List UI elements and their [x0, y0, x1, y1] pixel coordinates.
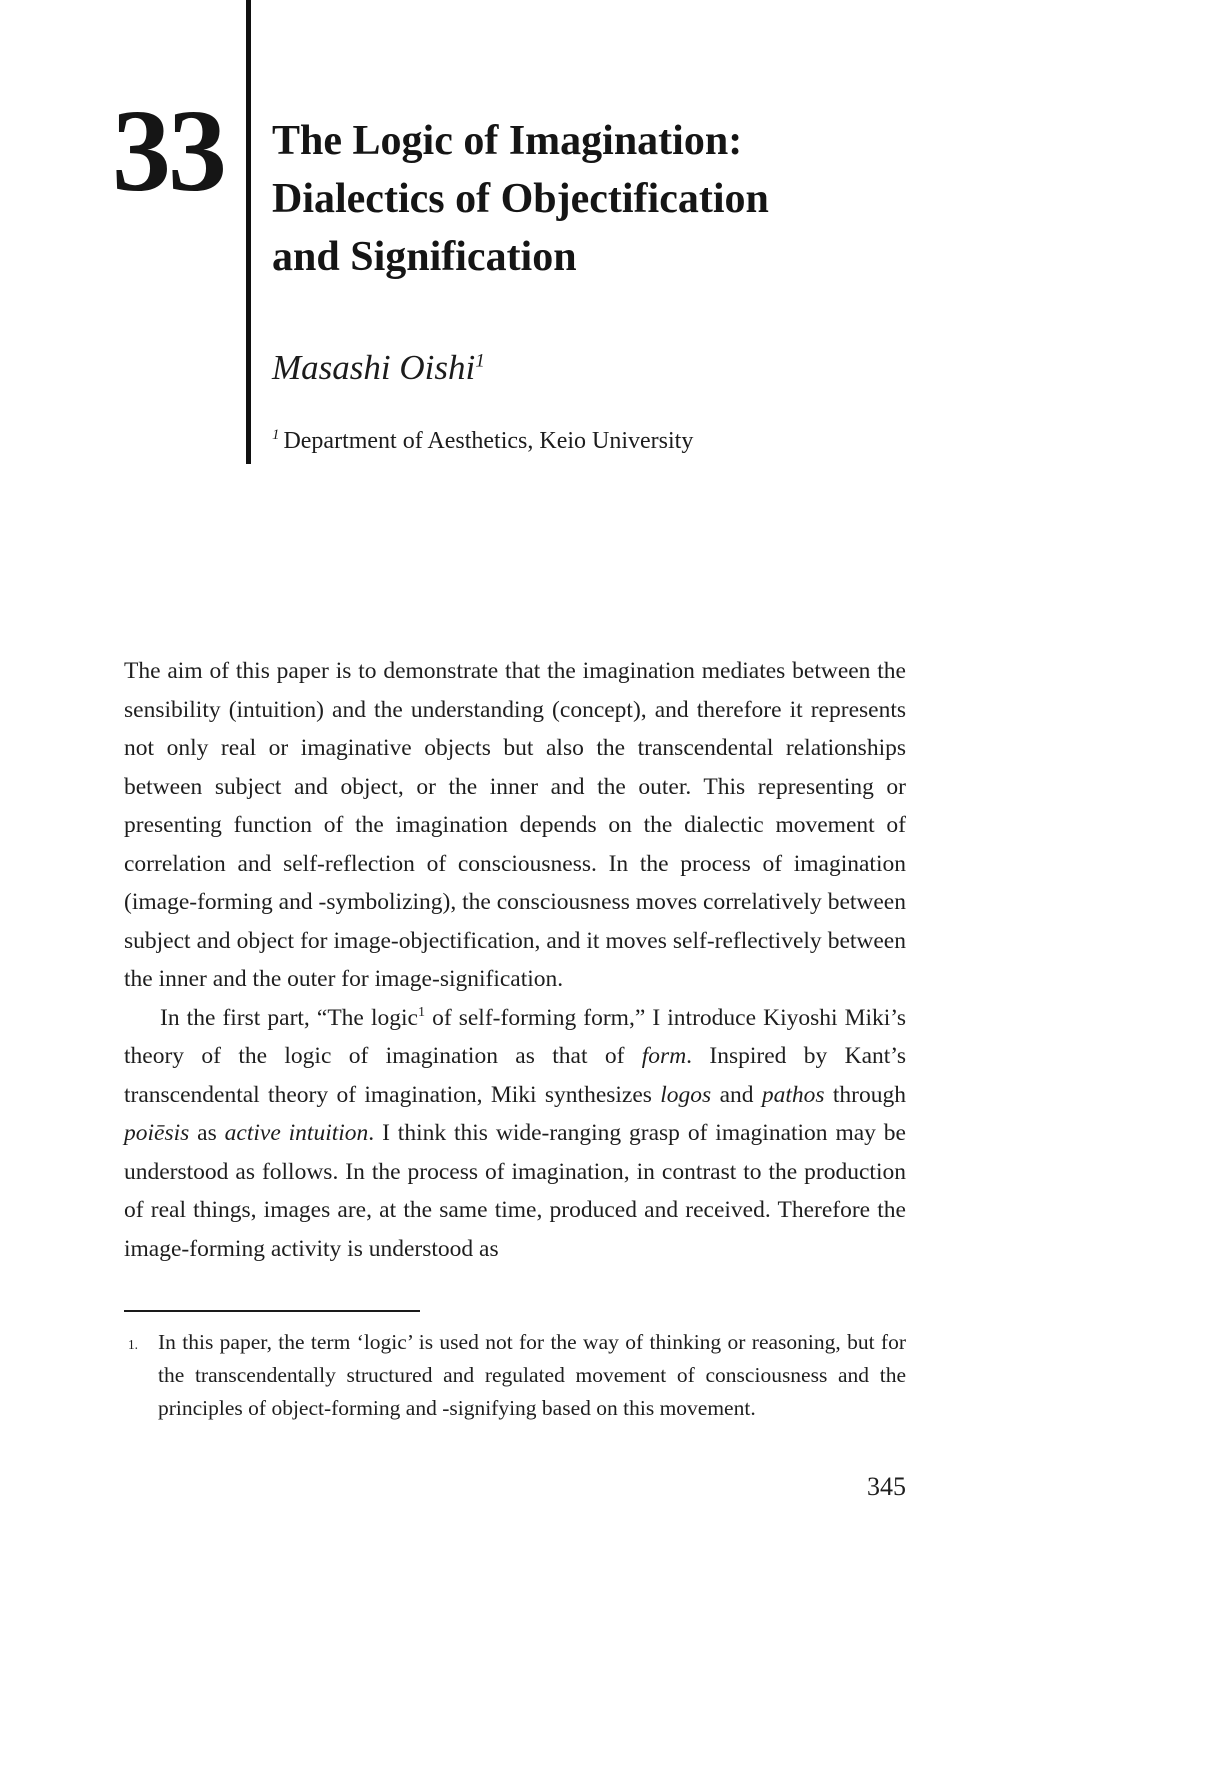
- paragraph-2: In the first part, “The logic$^1$ of self-forming form,” I introduce Kiyoshi Miki’s theory of the logic of imagination as that of form. Inspired by Kant’s transcendental theory of imagination, Miki synthesizes logos and pathos through poiēsis as active intuition. I think this wide-ranging grasp of imagination may be understood as follows. In the process of imagination, in contrast to the production of real things, images are, at the same time, produced and received. Therefore the image-forming activity is understood as: [124, 1003, 906, 1262]
- affiliation: [272, 428, 693, 455]
- page-number: 345: [867, 1472, 906, 1501]
- affiliation-marker: 1: [272, 427, 280, 443]
- body-text: [124, 652, 906, 1268]
- footnote-text: In this paper, the term ‘logic’ is used not for the way of thinking or reasoning, but for the transcendentally structured and regulated movement of consciousness and the principles of object-forming and -signifying based on this movement.: [158, 1330, 906, 1420]
- author-name-text: Masashi Oishi: [272, 348, 476, 387]
- author-footnote-marker: 1: [475, 350, 485, 372]
- chapter-title-line-3: and Signification: [272, 234, 577, 280]
- footnote-marker: 1.: [128, 1337, 138, 1352]
- chapter-title-line-1: The Logic of Imagination:: [272, 118, 743, 164]
- author-name: [272, 348, 485, 388]
- footnote-block: [124, 1310, 906, 1425]
- footnote: [124, 1326, 906, 1425]
- footnote-divider-rule: [124, 1310, 420, 1312]
- chapter-title: [272, 112, 872, 286]
- affiliation-text: Department of Aesthetics, Keio University: [283, 428, 694, 454]
- chapter-title-line-2: Dialectics of Objectification: [272, 176, 769, 222]
- paragraph-1: The aim of this paper is to demonstrate that the imagination mediates between the sensibility (intuition) and the understanding (concept), and therefore it represents not only real or imaginative objects but also the transcendental relationships between subject and object, or the inner and the outer. This representing or presenting function of the imagination depends on the dialectic movement of correlation and self-reflection of consciousness. In the process of imagination (image-forming and -symbolizing), the consciousness moves correlatively between subject and object for image-objectification, and it moves self-reflectively between the inner and the outer for image-signification.: [124, 658, 906, 992]
- chapter-divider-rule: [246, 0, 251, 464]
- chapter-number: 33: [112, 85, 224, 216]
